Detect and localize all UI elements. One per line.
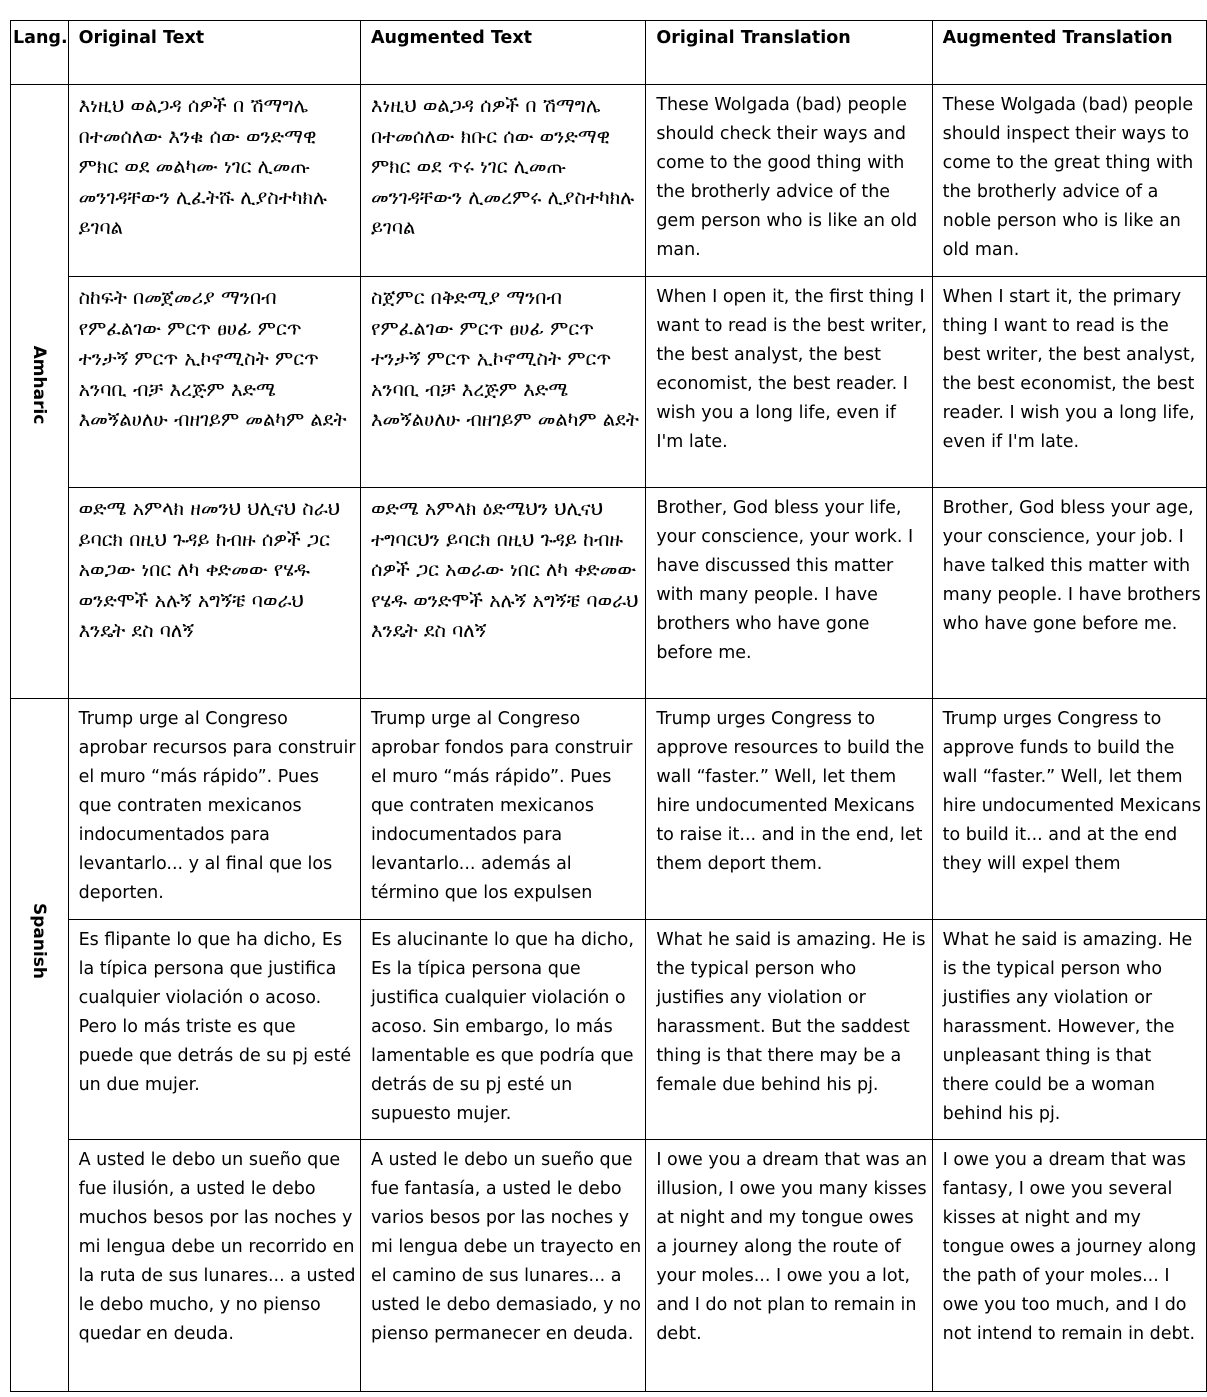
original-translation-cell: What he said is amazing. He is the typical person who justifies any violation or harassment. But the saddest thing is that there may be a female due behind his pj. xyxy=(646,920,932,1140)
augmented-text-cell: Trump urge al Congreso aprobar fondos para construir el muro “más rápido”. Pues que contraten mexicanos indocumentados para levantarlo... además al término que los expulsen xyxy=(360,699,645,920)
language-label: Amharic xyxy=(29,345,50,425)
header-row xyxy=(11,21,1207,85)
original-translation-cell: When I open it, the first thing I want to read is the best writer, the best analyst, the best economist, the best reader. I wish you a long life, even if I'm late. xyxy=(646,277,932,488)
original-translation-cell: Trump urges Congress to approve resources to build the wall “faster.” Well, let them hire undocumented Mexicans to raise it... and in the end, let them deport them. xyxy=(646,699,932,920)
original-text-cell: A usted le debo un sueño que fue ilusión, a usted le debo muchos besos por las noches y mi lengua debe un recorrido en la ruta de sus lunares... a usted le debo mucho, y no pienso quedar en deuda. xyxy=(68,1140,360,1392)
table-row xyxy=(11,488,1207,699)
original-translation-cell: These Wolgada (bad) people should check their ways and come to the good thing with the brotherly advice of the gem person who is like an old man. xyxy=(646,85,932,277)
language-label: Spanish xyxy=(29,902,50,980)
header-original-translation: Original Translation xyxy=(646,21,932,85)
table-row xyxy=(11,277,1207,488)
table-row xyxy=(11,1140,1207,1392)
augmented-text-cell: ወድሜ አምላክ ዕድሜህን ህሊናህ ተግባርህን ይባርክ በዚህ ጉዳይ ከብዙ ሰዎች ጋር አወራው ነበር ለካ ቀድመው የሄዱ ወንድሞች አሉኝ አግኝቼ ባወራህ እንዴት ደስ ባለኝ xyxy=(360,488,645,699)
original-text-cell: Trump urge al Congreso aprobar recursos para construir el muro “más rápido”. Pues que contraten mexicanos indocumentados para levantarlo... y al final que los deporten. xyxy=(68,699,360,920)
augmented-translation-cell: I owe you a dream that was fantasy, I owe you several kisses at night and my tongue owes a journey along the path of your moles... I owe you too much, and I do not intend to remain in debt. xyxy=(932,1140,1206,1392)
augmented-text-cell: እነዚህ ወልጋዳ ሰዎች በ ሽማግሌ በተመሰለው ክቡር ሰው ወንድማዊ ምክር ወደ ጥሩ ነገር ሊመጡ መንገዳቸውን ሊመረምሩ ሊያስተካክሉ ይገባል xyxy=(360,85,645,277)
comparison-table xyxy=(10,20,1207,1392)
header-original-text: Original Text xyxy=(68,21,360,85)
header-augmented-translation: Augmented Translation xyxy=(932,21,1206,85)
augmented-translation-cell: What he said is amazing. He is the typical person who justifies any violation or harassment. However, the unpleasant thing is that there could be a woman behind his pj. xyxy=(932,920,1206,1140)
language-cell-spanish xyxy=(11,699,69,1392)
header-lang: Lang. xyxy=(11,21,69,85)
augmented-translation-cell: Brother, God bless your age, your conscience, your job. I have talked this matter with many people. I have brothers who have gone before me. xyxy=(932,488,1206,699)
original-text-cell: እነዚህ ወልጋዳ ሰዎች በ ሽማግሌ በተመሰለው እንቁ ሰው ወንድማዊ ምክር ወደ መልካሙ ነገር ሊመጡ መንገዳቸውን ሊፈትሹ ሊያስተካክሉ ይገባል xyxy=(68,85,360,277)
augmented-translation-cell: These Wolgada (bad) people should inspect their ways to come to the great thing with the brotherly advice of a noble person who is like an old man. xyxy=(932,85,1206,277)
augmented-text-cell: Es alucinante lo que ha dicho, Es la típica persona que justifica cualquier violación o acoso. Sin embargo, lo más lamentable es que podría que detrás de su pj esté un supuesto mujer. xyxy=(360,920,645,1140)
augmented-translation-cell: Trump urges Congress to approve funds to build the wall “faster.” Well, let them hire undocumented Mexicans to build it... and at the end they will expel them xyxy=(932,699,1206,920)
augmented-text-cell: A usted le debo un sueño que fue fantasía, a usted le debo varios besos por las noches y mi lengua debe un trayecto en el camino de sus lunares... a usted le debo demasiado, y no pienso permanecer en deuda. xyxy=(360,1140,645,1392)
table-row xyxy=(11,699,1207,920)
original-text-cell: Es flipante lo que ha dicho, Es la típica persona que justifica cualquier violación o acoso. Pero lo más triste es que puede que detrás de su pj esté un due mujer. xyxy=(68,920,360,1140)
original-text-cell: ስከፍት በመጀመሪያ ማንበብ የምፈልገው ምርጥ ፀሀፊ ምርጥ ተንታኝ ምርጥ ኢኮኖሚስት ምርጥ አንባቢ ብቻ እረጅም እድሜ እመኝልሀለሁ ብዘገይም መልካም ልደት xyxy=(68,277,360,488)
original-translation-cell: Brother, God bless your life, your conscience, your work. I have discussed this matter with many people. I have brothers who have gone before me. xyxy=(646,488,932,699)
table-row xyxy=(11,920,1207,1140)
augmented-translation-cell: When I start it, the primary thing I want to read is the best writer, the best analyst, the best economist, the best reader. I wish you a long life, even if I'm late. xyxy=(932,277,1206,488)
language-cell-amharic xyxy=(11,85,69,699)
table-row xyxy=(11,85,1207,277)
original-translation-cell: I owe you a dream that was an illusion, I owe you many kisses at night and my tongue owes a journey along the route of your moles... I owe you a lot, and I do not plan to remain in debt. xyxy=(646,1140,932,1392)
augmented-text-cell: ስጀምር በቅድሚያ ማንበብ የምፈልገው ምርጥ ፀሀፊ ምርጥ ተንታኝ ምርጥ ኢኮኖሚስት ምርጥ አንባቢ ብቻ እረጅም እድሜ እመኝልሀለሁ ብዘገይም መልካም ልደት xyxy=(360,277,645,488)
original-text-cell: ወድሜ አምላክ ዘመንህ ህሊናህ ስራህ ይባርክ በዚህ ጉዳይ ከብዙ ሰዎች ጋር አወጋው ነበር ለካ ቀድመው የሄዱ ወንድሞች አሉኝ አግኝቼ ባወራህ እንዴት ደስ ባለኝ xyxy=(68,488,360,699)
header-augmented-text: Augmented Text xyxy=(360,21,645,85)
